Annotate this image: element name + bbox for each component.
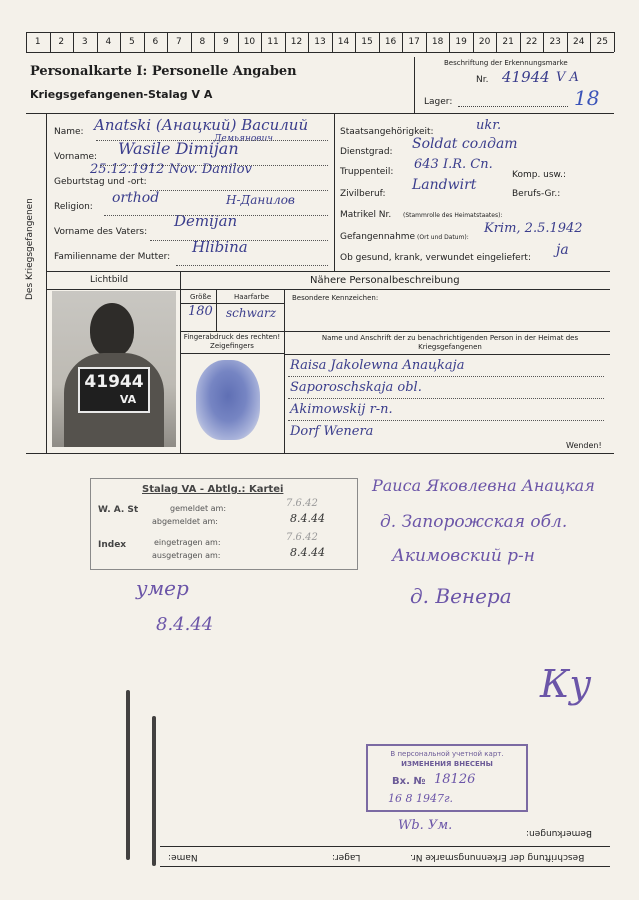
religion-note: Н-Данилов bbox=[226, 193, 295, 207]
left-note: умер bbox=[136, 576, 189, 600]
abgemeldet-label: abgemeldet am: bbox=[152, 517, 218, 526]
nationality-label: Staatsangehörigkeit: bbox=[340, 127, 434, 137]
ruler-number: 9 bbox=[223, 37, 229, 47]
contact-line-4: Dorf Wenera bbox=[290, 424, 374, 439]
name-line bbox=[96, 140, 328, 141]
stamp-num-value: 18126 bbox=[434, 772, 476, 787]
stamp-below: Wb. Ум. bbox=[398, 818, 453, 833]
stamp-line-2: ИЗМЕНЕНИЯ ВНЕСЕНЫ bbox=[401, 760, 493, 768]
footer-top-line bbox=[160, 846, 610, 847]
ink-stroke-2 bbox=[152, 716, 156, 866]
ausgetragen-label: ausgetragen am: bbox=[152, 551, 221, 560]
ruler-number: 15 bbox=[361, 37, 373, 47]
nr-label: Nr. bbox=[476, 75, 489, 85]
fingerprint bbox=[196, 360, 260, 440]
health-label: Ob gesund, krank, verwundet eingeliefert: bbox=[340, 253, 531, 263]
head-shape bbox=[90, 303, 134, 357]
contact-underline-1 bbox=[288, 376, 604, 377]
marks-bottom-line bbox=[180, 331, 610, 332]
left-date: 8.4.44 bbox=[156, 614, 214, 635]
capture-note: (Ort und Datum): bbox=[417, 234, 469, 241]
contact-header-line bbox=[284, 354, 610, 355]
mother-label: Familienname der Mutter: bbox=[54, 252, 171, 262]
ruler-number: 21 bbox=[502, 37, 514, 47]
matrikel-note: (Stammrolle des Heimatstaates): bbox=[403, 212, 503, 219]
capture-label: Gefangennahme bbox=[340, 232, 416, 242]
birth-value: 25.12.1912 Nov. Danilov bbox=[90, 162, 252, 177]
name-value: Anatski (Анацкий) Василий bbox=[94, 116, 309, 134]
stamp-num-label: Вх. № bbox=[392, 776, 426, 787]
rank-value: Soldat солдат bbox=[412, 136, 518, 152]
birth-line bbox=[150, 190, 328, 191]
mother-line bbox=[176, 265, 328, 266]
tag-label: Beschriftung der Erkennungsmarke bbox=[444, 59, 568, 67]
gemeldet-value: 7.6.42 bbox=[286, 498, 318, 509]
ruler-number: 14 bbox=[337, 37, 350, 47]
side-label: Des Kriegsgefangenen bbox=[25, 198, 35, 300]
index-label: Index bbox=[98, 540, 127, 550]
ruler-number: 18 bbox=[431, 37, 444, 47]
stamp-date: 16 8 1947г. bbox=[388, 792, 454, 805]
civil-label: Zivilberuf: bbox=[340, 189, 386, 199]
was-label: W. A. St bbox=[98, 505, 139, 515]
contact-line-2: Saporoschskaja obl. bbox=[290, 380, 422, 395]
contact-underline-2 bbox=[288, 398, 604, 399]
father-value: Demijan bbox=[174, 212, 238, 230]
ausgetragen-value: 8.4.44 bbox=[290, 546, 325, 559]
eingetragen-value: 7.6.42 bbox=[286, 532, 318, 543]
civil-value: Landwirt bbox=[412, 177, 477, 193]
section-top-line bbox=[26, 113, 614, 114]
birth-label: Geburtstag und -ort: bbox=[54, 177, 147, 187]
footer-tag-label: Beschriftung der Erkennungsmarke Nr. bbox=[410, 852, 585, 862]
eingetragen-label: eingetragen am: bbox=[154, 538, 221, 547]
marks-divider bbox=[284, 289, 285, 453]
abgemeldet-value: 8.4.44 bbox=[290, 512, 325, 525]
ruler-bottom-line bbox=[26, 52, 614, 53]
ink-stroke-1 bbox=[126, 690, 130, 860]
header-divider bbox=[414, 57, 415, 113]
ruler-tick-end bbox=[614, 32, 615, 52]
gemeldet-label: gemeldet am: bbox=[170, 504, 227, 513]
ruler-number: 3 bbox=[81, 37, 88, 47]
unit-label: Truppenteil: bbox=[340, 167, 394, 177]
blue-mark: 18 bbox=[574, 86, 600, 110]
contact-line-1: Raisa Jakolewna Anaцkaja bbox=[290, 358, 465, 373]
russian-line-4: д. Венера bbox=[410, 584, 512, 608]
ruler-number: 2 bbox=[58, 37, 65, 47]
height-value: 180 bbox=[188, 304, 213, 319]
matrikel-label: Matrikel Nr. bbox=[340, 210, 392, 220]
ruler-number: 16 bbox=[384, 37, 397, 47]
ruler-number: 7 bbox=[176, 37, 182, 47]
ruler-number: 8 bbox=[199, 37, 206, 47]
finger-header-line bbox=[180, 353, 284, 354]
russian-line-2: д. Запорожская обл. bbox=[380, 512, 568, 532]
ruler-top-line bbox=[26, 32, 614, 33]
nr-value: 41944 bbox=[502, 68, 550, 86]
ruler-number: 17 bbox=[408, 37, 420, 47]
berufs-label: Berufs-Gr.: bbox=[512, 189, 561, 199]
name-label: Name: bbox=[54, 127, 84, 137]
ruler-number: 10 bbox=[243, 37, 256, 47]
height-divider bbox=[216, 289, 217, 331]
ruler-number: 13 bbox=[314, 37, 326, 47]
footer-name-label: Name: bbox=[168, 852, 198, 862]
stamp-line-1: В персональной учетной карт. bbox=[390, 750, 504, 758]
description-header: Nähere Personalbeschreibung bbox=[310, 275, 460, 286]
photo-divider bbox=[180, 271, 181, 453]
ruler-number: 4 bbox=[105, 37, 112, 47]
mother-value: Hlibina bbox=[192, 238, 248, 256]
vorname-value: Wasile Dimijan bbox=[118, 139, 239, 158]
nr-suffix: V A bbox=[556, 70, 579, 85]
board-suffix: VA bbox=[119, 393, 137, 406]
religion-label: Religion: bbox=[54, 202, 93, 212]
rank-label: Dienstgrad: bbox=[340, 147, 393, 157]
middle-divider bbox=[334, 113, 335, 271]
ruler-number: 12 bbox=[290, 37, 303, 47]
finger-label: Fingerabdruck des rechten! Zeigefingers bbox=[183, 333, 281, 350]
capture-value: Krim, 2.5.1942 bbox=[484, 221, 583, 236]
footer-bottom-line bbox=[160, 866, 610, 867]
hair-label: Haarfarbe bbox=[234, 293, 270, 301]
card-title: Personalkarte I: Personelle Angaben bbox=[30, 64, 297, 79]
stalag-box-title: Stalag VA - Abtlg.: Kartei bbox=[142, 484, 284, 495]
footer-remarks: Bemerkungen: bbox=[526, 828, 593, 838]
vorname-note: Демьянович bbox=[214, 134, 273, 144]
photo-header: Lichtbild bbox=[90, 275, 129, 285]
ruler-number: 6 bbox=[152, 37, 159, 47]
ruler-number: 23 bbox=[549, 37, 561, 47]
contact-line-3: Akimowskij r-n. bbox=[290, 402, 393, 417]
ruler-number: 22 bbox=[525, 37, 538, 47]
father-label: Vorname des Vaters: bbox=[54, 227, 148, 237]
unit-value: 643 I.R. Сп. bbox=[414, 157, 493, 172]
nationality-value: ukr. bbox=[476, 118, 502, 133]
contact-underline-3 bbox=[288, 420, 604, 421]
health-value: ja bbox=[556, 242, 569, 258]
hair-value: schwarz bbox=[226, 306, 277, 320]
ruler-number: 5 bbox=[128, 37, 135, 47]
unit-comp-label: Komp. usw.: bbox=[512, 170, 566, 180]
russian-line-1: Раиса Яковлевна Анацкая bbox=[372, 476, 595, 495]
height-label: Größe bbox=[190, 293, 212, 301]
lager-line bbox=[458, 106, 568, 107]
vorname-label: Vorname: bbox=[54, 152, 98, 162]
turn-label: Wenden! bbox=[566, 441, 602, 450]
ruler-number: 20 bbox=[478, 37, 491, 47]
number-board bbox=[78, 367, 150, 413]
ruler-number: 11 bbox=[267, 37, 279, 47]
religion-line bbox=[104, 215, 328, 216]
contact-label: Name und Anschrift der zu benachrichtigenden Person in der Heimat des Kriegsgefangenen bbox=[321, 334, 579, 351]
russian-line-3: Акимовский р-н bbox=[392, 546, 535, 566]
section-bottom-line bbox=[26, 453, 614, 454]
vorname-line bbox=[100, 165, 328, 166]
marks-label: Besondere Kennzeichen: bbox=[292, 294, 379, 302]
father-line bbox=[150, 240, 328, 241]
religion-value: orthod bbox=[112, 190, 160, 206]
lager-label: Lager: bbox=[424, 97, 453, 107]
description-header-line bbox=[46, 289, 610, 290]
signature: Ку bbox=[540, 662, 592, 706]
ruler-number: 19 bbox=[455, 37, 467, 47]
board-number: 41944 bbox=[84, 372, 144, 392]
ruler-number: 24 bbox=[572, 37, 585, 47]
section-mid-line bbox=[46, 271, 610, 272]
card-subtitle: Kriegsgefangenen-Stalag V A bbox=[30, 88, 213, 101]
footer-lager-label: Lager: bbox=[332, 852, 361, 862]
soviet-stamp bbox=[366, 744, 528, 812]
ruler-number: 25 bbox=[596, 37, 608, 47]
prisoner-photo bbox=[52, 291, 176, 447]
side-column-line bbox=[46, 113, 47, 453]
ruler-number: 1 bbox=[34, 37, 41, 47]
